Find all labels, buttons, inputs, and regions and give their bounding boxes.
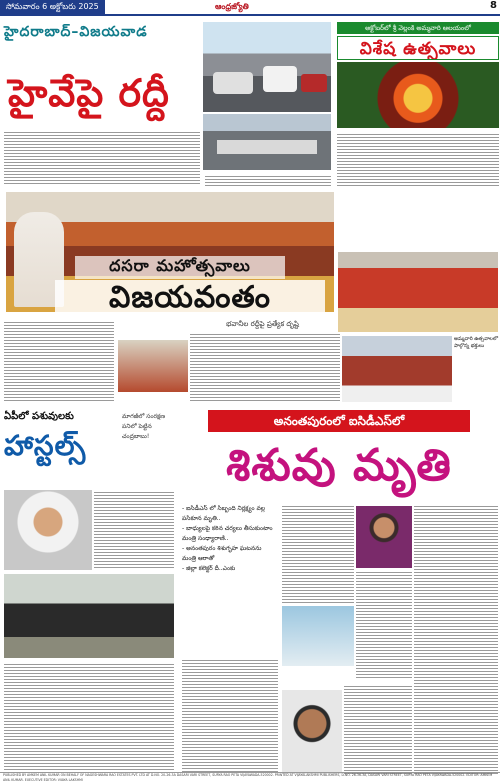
story-dasara bbox=[0, 190, 500, 405]
page-number: 8 bbox=[490, 0, 497, 11]
story-hostels-headline: హాస్టల్స్ bbox=[4, 429, 87, 462]
icds-bullet: - అనంతపురం శిశుగృహ ఘటనను bbox=[182, 545, 262, 552]
story-festival bbox=[335, 18, 500, 188]
infant-photo bbox=[282, 606, 354, 666]
story-hostels bbox=[0, 408, 175, 488]
icds-body-4 bbox=[182, 658, 278, 774]
dasara-headline-line1: దసరా మహోత్సవాలు bbox=[75, 256, 285, 279]
dasara-subhead: భవానీల రద్దీపై ప్రత్యేక దృష్టి bbox=[226, 320, 299, 328]
story-festival-body bbox=[337, 132, 499, 186]
story-hostels-aside: మాగజీలో సంరక్షణ పనిలో పెట్టిన చంద్రబాబు! bbox=[122, 413, 166, 440]
story-festival-headline: విశేష ఉత్సవాలు bbox=[337, 36, 499, 60]
issue-date: సోమవారం 6 అక్టోబరు 2025 bbox=[0, 0, 105, 14]
story-icds-headline: శిశువు మృతి bbox=[226, 440, 452, 491]
icds-bullet: మంత్రి ఆరాతో bbox=[182, 555, 215, 562]
icds-bullet: మంత్రి సంధ్యారాణి.. bbox=[182, 535, 229, 542]
story-festival-kicker: అక్టోబర్‌లో శ్రీ వెల్లంకి అమ్మవారి ఆలయంలో bbox=[337, 22, 499, 34]
dasara-body-left bbox=[4, 320, 114, 402]
icds-bullet: - బాధ్యులపై కఠిన చర్యలు తీసుకుంటాం bbox=[182, 525, 273, 532]
story-icds-bullets bbox=[182, 504, 278, 652]
icds-body-2 bbox=[414, 504, 498, 774]
icds-bullet: - ఐసిడీఎస్ లో సిబ్బంది నిర్లక్ష్యం వల్ల పసికూన మృతి.. bbox=[182, 505, 265, 522]
ritual-photo bbox=[118, 340, 188, 392]
devotees-queue-photo bbox=[342, 336, 452, 402]
icds-body-1 bbox=[282, 504, 354, 604]
story-highway-body-2 bbox=[205, 174, 331, 186]
chief-minister-photo bbox=[4, 490, 92, 570]
dasara-body-mid bbox=[190, 332, 340, 402]
story-icds bbox=[178, 408, 500, 778]
icds-bullet: - జిల్లా కలెక్టర్ దీ..ఎంకు bbox=[182, 565, 236, 572]
imprint-footer: PUBLISHED BY AMKEM ANIL KUMAR ON BEHALF OF NAGESHWARA RAO ESTATES PVT. LTD AT D.NO. 20-26-3A DASARI VARI STREET, SURYA RAO PETA VIJAYAWADA-520002. PRINTED AT VIJAYALAKSHMI PUBLISHERS, D.NO. 26-36-3A, DASARI VARI STREET, SURYA RAO PETA VIJAYAWADA-520002. EDITOR: AMKEM ANIL KUMAR, EXECUTIVE EDITOR: VIJAYA LAKSHMI bbox=[0, 772, 500, 781]
dasara-photo-caption: అమ్మవారి ఉత్సవాలలో పాల్గొన్న భక్తులు bbox=[454, 336, 498, 349]
story-highway-headline: హైవేపై రద్దీ bbox=[8, 71, 170, 115]
collector-portrait-photo bbox=[282, 690, 342, 774]
dasara-headline-line2: విజయవంతం bbox=[55, 280, 325, 316]
story-hostels-kicker: ఏపీలో పశువులకు bbox=[4, 411, 74, 422]
masthead: ఆంధ్రజ్యోతి bbox=[215, 2, 249, 11]
icds-body-3 bbox=[356, 570, 412, 680]
hostels-body-2 bbox=[4, 662, 174, 772]
story-highway bbox=[0, 18, 333, 188]
goddess-decoration-photo bbox=[337, 62, 499, 128]
procession-photo bbox=[338, 252, 498, 332]
story-highway-kicker: హైదరాబాద్–విజయవాడ bbox=[4, 24, 148, 40]
tollgate-photo bbox=[203, 114, 331, 170]
highway-traffic-photo bbox=[203, 22, 331, 112]
minister-portrait-photo bbox=[356, 506, 412, 568]
story-icds-kicker: అనంతపురంలో ఐసిడీఎస్‌లో bbox=[208, 410, 470, 432]
hostels-body-1 bbox=[94, 490, 174, 570]
cattle-photo bbox=[4, 574, 174, 658]
icds-body-5 bbox=[344, 684, 412, 774]
page-header bbox=[0, 0, 500, 16]
story-highway-body bbox=[4, 130, 200, 186]
